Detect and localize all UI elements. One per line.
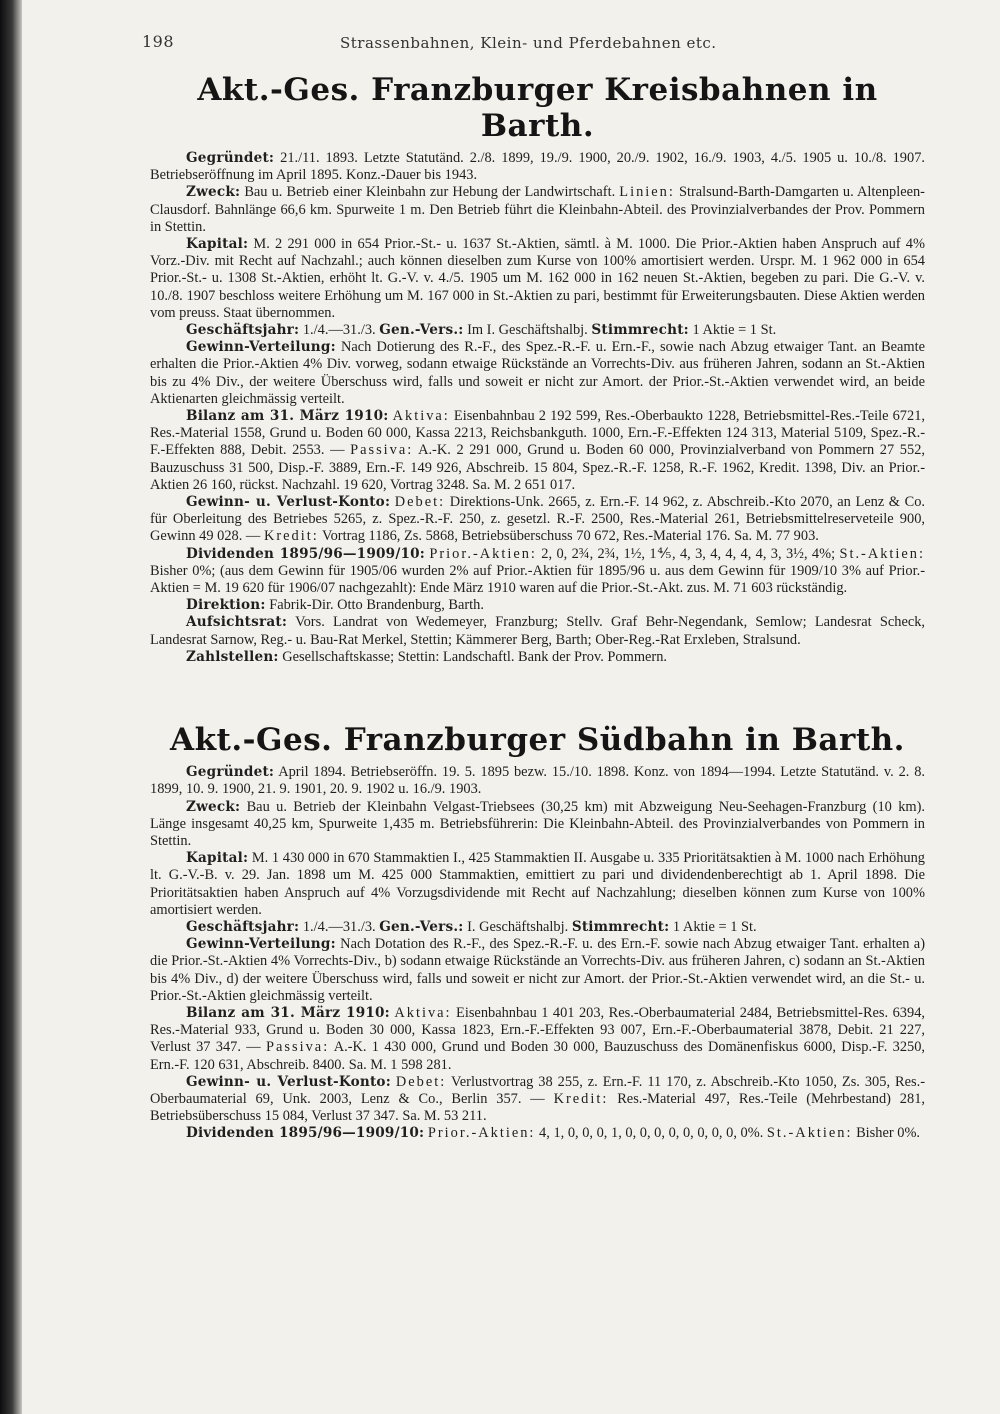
text-debet: Direktions-Unk. 2665, z. Ern.-F. 14 962, z. Abschreib.-Kto 2070, an Lenz & Co. für Oberleitung des Betriebes 5265, z. Spez.-R.-F. 250, z. gesetzl. R.-F. 2500, Res.-Material 261, Betriebsmittelreserveteile 900, Gewinn 49 028. — <box>150 494 925 545</box>
label-st-aktien: St.-Aktien: <box>766 1125 853 1142</box>
label-passiva: Passiva: <box>266 1039 330 1056</box>
label-gen-vers: Gen.-Vers.: <box>379 322 464 339</box>
section-gewinn-verteilung <box>150 936 925 1005</box>
label-aktiva: Aktiva: <box>394 1004 452 1021</box>
company-entry-kreisbahnen <box>150 72 925 666</box>
text-zweck: Bau u. Betrieb der Kleinbahn Velgast-Triebsees (30,25 km) mit Abzweigung Neu-Seehagen-Franzburg (10 km). Länge insgesamt 40,25 km, Spurweite 1,435 m. Betriebsführerin: Die Kleinbahn-Abteil. des Provinzialverbandes von Pommern in Stettin. <box>150 798 925 849</box>
label-st-aktien: St.-Aktien: <box>839 545 925 562</box>
label-zweck: Zweck: <box>186 184 241 201</box>
label-gegruendet: Gegründet: <box>186 150 275 166</box>
label-linien: Linien: <box>619 184 675 201</box>
section-gewinn-verlust <box>150 1074 925 1126</box>
text-gen-vers: I. Geschäftshalbj. <box>467 918 569 935</box>
section-gegruendet <box>150 150 925 184</box>
book-binding-shadow <box>0 0 22 1414</box>
text-st-aktien: Bisher 0%. <box>856 1125 921 1142</box>
text-aufsichtsrat: Vors. Landrat von Wedemeyer, Franzburg; Stellv. Graf Behr-Negendank, Semlow; Landesrat Scheck, Landesrat Sarnow, Reg.- u. Bau-Rat Merkel, Stettin; Kämmerer Berg, Barth; Ober-Reg.-Rat Erxleben, Stralsund. <box>150 614 926 648</box>
label-zahlstellen: Zahlstellen: <box>186 648 279 665</box>
label-prior-aktien: Prior.-Aktien: <box>429 545 537 562</box>
section-zahlstellen <box>150 649 925 666</box>
text-gewinn-verteilung: Nach Dotierung des R.-F., des Spez.-R.-F. u. Ern.-F., sowie nach Abzug etwaiger Tant. an Beamte erhalten die Prior.-Aktien 4% Div. vorweg, sodann etwaige Rückstände an Vorrechts-Div. aus früheren Jahren, sodann an St.-Aktien bis zu 4% Div., der weitere Überschuss wird, falls und soweit er nicht zur Amort. der Prior.-St.-Aktien verwendet wird, an beide Aktienarten gleichmässig verteilt. <box>150 339 925 407</box>
text-zahlstellen: Gesellschaftskasse; Stettin: Landschaftl. Bank der Prov. Pommern. <box>282 648 667 665</box>
section-direktion <box>150 597 925 614</box>
label-dividenden: Dividenden 1895/96—1909/10: <box>186 545 426 562</box>
label-direktion: Direktion: <box>186 597 266 614</box>
section-zweck <box>150 184 925 236</box>
section-aufsichtsrat <box>150 614 925 648</box>
section-dividenden <box>150 1125 925 1142</box>
label-kredit: Kredit: <box>553 1090 609 1107</box>
label-kapital: Kapital: <box>186 850 249 867</box>
label-gewinn-verlust: Gewinn- u. Verlust-Konto: <box>186 1073 391 1090</box>
text-gewinn-verteilung: Nach Dotation des R.-F., des Spez.-R.-F. u. des Ern.-F. sowie nach Abzug etwaiger Tant. erhalten a) die Prior.-St.-Aktien 4% Vorrechts-Div., b) sodann etwaige Rückstände an Vorrechts-Div. aus früheren Jahren, c) sodann an St.-Aktien bis 4% Div., d) der weitere Überschuss wird, falls und soweit er nicht zur Amort. der Prior.-St.-Aktien verwendet wird, an die St.- u. Prior.-St.-Aktien gleichmässig verteilt. <box>150 936 925 1004</box>
section-gewinn-verlust <box>150 494 925 546</box>
label-bilanz: Bilanz am 31. März 1910: <box>186 408 389 425</box>
text-stimmrecht: 1 Aktie = 1 St. <box>692 322 777 339</box>
section-zweck <box>150 799 925 851</box>
label-geschaeftsjahr: Geschäftsjahr: <box>186 918 300 935</box>
text-kapital: M. 2 291 000 in 654 Prior.-St.- u. 1637 St.-Aktien, sämtl. à M. 1000. Die Prior.-Aktien haben Anspruch auf 4% Vorz.-Div. mit Recht auf Nachzahl.; auch können dieselben zum Kurse von 100% amortisiert werden. Urspr. M. 1 962 000 in 654 Prior.-St.- u. 1308 St.-Aktien, erhöht lt. G.-V. v. 4./5. 1905 um M. 162 000 in 162 neuen St.-Aktien, begeben zu pari. Die G.-V. v. 10./8. 1907 beschloss weitere Erhöhung um M. 167 000 in St.-Aktien zu pari, bestimmt für Erweiterungsbauten. Diese Aktien werden vom preuss. Staat übernommen. <box>150 236 925 321</box>
label-aufsichtsrat: Aufsichtsrat: <box>186 614 288 631</box>
label-passiva: Passiva: <box>350 442 414 459</box>
text-passiva: A.-K. 2 291 000, Grund u. Boden 60 000, Provinzialverband von Pommern 27 552, Bauzuschuss 31 500, Disp.-F. 3889, Ern.-F. 149 926, Abschreib. 15 804, Spez.-R.-F. 1258, R.-F. 1962, Kredit. 1398, Div. an Prior.-Aktien 26 160, rückst. Nachzahl. 19 620, Vortrag 3248. Sa. M. 2 651 017. <box>150 442 925 493</box>
section-kapital <box>150 850 925 919</box>
text-gen-vers: Im I. Geschäftshalbj. <box>467 322 588 339</box>
text-kredit: Res.-Material 497, Res.-Teile (Mehrbestand) 281, Betriebsüberschuss 15 084, Verlust 37 347. Sa. M. 53 211. <box>150 1090 925 1125</box>
running-title: Strassenbahnen, Klein- und Pferdebahnen etc. <box>340 34 717 52</box>
text-stimmrecht: 1 Aktie = 1 St. <box>672 918 757 935</box>
section-geschaeftsjahr <box>150 322 925 339</box>
text-prior-aktien: 2, 0, 2¾, 2¾, 1½, 1⅘, 4, 3, 4, 4, 4, 4, 3, 3½, 4%; <box>541 545 836 562</box>
label-stimmrecht: Stimmrecht: <box>571 918 670 935</box>
label-gen-vers: Gen.-Vers.: <box>379 918 464 935</box>
text-geschaeftsjahr: 1./4.—31./3. <box>302 322 376 339</box>
label-gegruendet: Gegründet: <box>186 764 275 781</box>
section-gewinn-verteilung <box>150 339 925 408</box>
label-zweck: Zweck: <box>186 798 241 815</box>
label-kapital: Kapital: <box>186 236 249 253</box>
text-passiva: A.-K. 1 430 000, Grund und Boden 30 000, Bauzuschuss des Domänenfiskus 6000, Disp.-F. 3250, Ern.-F. 120 631, Abschreib. 8400. Sa. M. 1 598 281. <box>150 1039 925 1073</box>
label-gewinn-verteilung: Gewinn-Verteilung: <box>186 339 336 356</box>
document-page <box>142 28 926 1143</box>
label-dividenden: Dividenden 1895/96—1909/10: <box>186 1125 425 1142</box>
section-gegruendet <box>150 764 925 798</box>
label-geschaeftsjahr: Geschäftsjahr: <box>186 322 300 339</box>
text-debet: Verlustvortrag 38 255, z. Ern.-F. 11 170, z. Abschreib.-Kto 1050, Zs. 305, Res.-Oberbaumaterial 69, Unk. 2003, Lenz & Co., Berlin 357. — <box>150 1073 925 1107</box>
label-bilanz: Bilanz am 31. März 1910: <box>186 1004 390 1021</box>
label-aktiva: Aktiva: <box>392 408 450 425</box>
text-aktiva: Eisenbahnbau 2 192 599, Res.-Oberbaukto 1228, Betriebsmittel-Res.-Teile 6721, Res.-Material 1558, Grund u. Boden 60 000, Kassa 2213, Reichsbankguth. 1000, Ern.-F.-Effekten 124 313, Material 5109, Spez.-R.-F.-Effekten 888, Debit. 2553. — <box>150 408 925 459</box>
text-linien: Stralsund-Barth-Damgarten u. Altenpleen-Clausdorf. Bahnlänge 66,6 km. Spurweite 1 m. Den Betrieb führt die Kleinbahn-Abteil. des Provinzialverbandes der Prov. Pommern in Stettin. <box>150 184 925 235</box>
text-zweck: Bau u. Betrieb einer Kleinbahn zur Hebung der Landwirtschaft. <box>244 184 616 201</box>
text-gegruendet: 21./11. 1893. Letzte Statutänd. 2./8. 1899, 19./9. 1900, 20./9. 1902, 16./9. 1903, 4./5. 1905 u. 10./8. 1907. Betriebseröffnung im April 1895. Konz.-Dauer bis 1943. <box>150 150 925 184</box>
running-header <box>142 28 925 62</box>
label-stimmrecht: Stimmrecht: <box>591 322 689 339</box>
text-prior-aktien: 4, 1, 0, 0, 0, 1, 0, 0, 0, 0, 0, 0, 0, 0, 0%. <box>539 1125 764 1142</box>
label-debet: Debet: <box>394 494 446 511</box>
section-dividenden <box>150 546 925 598</box>
section-geschaeftsjahr <box>150 919 925 936</box>
label-kredit: Kredit: <box>263 528 319 545</box>
text-aktiva: Eisenbahnbau 1 401 203, Res.-Oberbaumaterial 2484, Betriebsmittel-Res. 6394, Res.-Material 933, Grund u. Boden 30 000, Kassa 1823, Ern.-F.-Effekten 93 007, Ern.-F.-Oberbaumaterial 3878, Debit. 21 227, Verlust 37 347. — <box>150 1004 925 1056</box>
text-geschaeftsjahr: 1./4.—31./3. <box>302 918 376 935</box>
label-gewinn-verlust: Gewinn- u. Verlust-Konto: <box>186 494 391 511</box>
text-st-aktien: Bisher 0%; (aus dem Gewinn für 1905/06 wurden 2% auf Prior.-Aktien für 1895/96 u. aus dem Gewinn für 1909/10 3% auf Prior.-Aktien = M. 19 620 für 1906/07 nachgezahlt): Ende März 1910 waren auf die Prior.-St.-Akt. zus. M. 71 603 rückständig. <box>150 562 925 597</box>
company-entry-suedbahn <box>150 722 925 1142</box>
text-kapital: M. 1 430 000 in 670 Stammaktien I., 425 Stammaktien II. Ausgabe u. 335 Prioritätsaktien à M. 1000 nach Erhöhung lt. G.-V.-B. v. 29. Jan. 1898 um M. 425 000 Stammaktien, emittiert zu pari und dividendenberechtigt ab 1. April 1898. Die Prioritätsaktien haben Anspruch auf 4% Vorzugsdividende mit Recht auf Nachzahlung; dieselben können zum Kurse von 100% amortisiert werden. <box>150 850 925 918</box>
text-gegruendet: April 1894. Betriebseröffn. 19. 5. 1895 bezw. 15./10. 1898. Konz. von 1894—1994. Letzte Statutänd. v. 2. 8. 1899, 10. 9. 1900, 21. 9. 1901, 20. 9. 1902 u. 16./9. 1903. <box>150 764 925 798</box>
text-direktion: Fabrik-Dir. Otto Brandenburg, Barth. <box>269 597 484 614</box>
section-bilanz <box>150 1005 925 1074</box>
section-bilanz <box>150 408 925 494</box>
label-debet: Debet: <box>395 1073 447 1090</box>
company-title: Akt.-Ges. Franzburger Kreisbahnen in Barth. <box>197 72 878 144</box>
label-gewinn-verteilung: Gewinn-Verteilung: <box>186 936 336 953</box>
page-number: 198 <box>142 32 175 51</box>
section-kapital <box>150 236 925 322</box>
label-prior-aktien: Prior.-Aktien: <box>427 1125 536 1142</box>
text-kredit: Vortrag 1186, Zs. 5868, Betriebsüberschuss 70 672, Res.-Material 176. Sa. M. 77 903. <box>322 528 819 545</box>
company-title: Akt.-Ges. Franzburger Südbahn in Barth. <box>170 722 905 759</box>
